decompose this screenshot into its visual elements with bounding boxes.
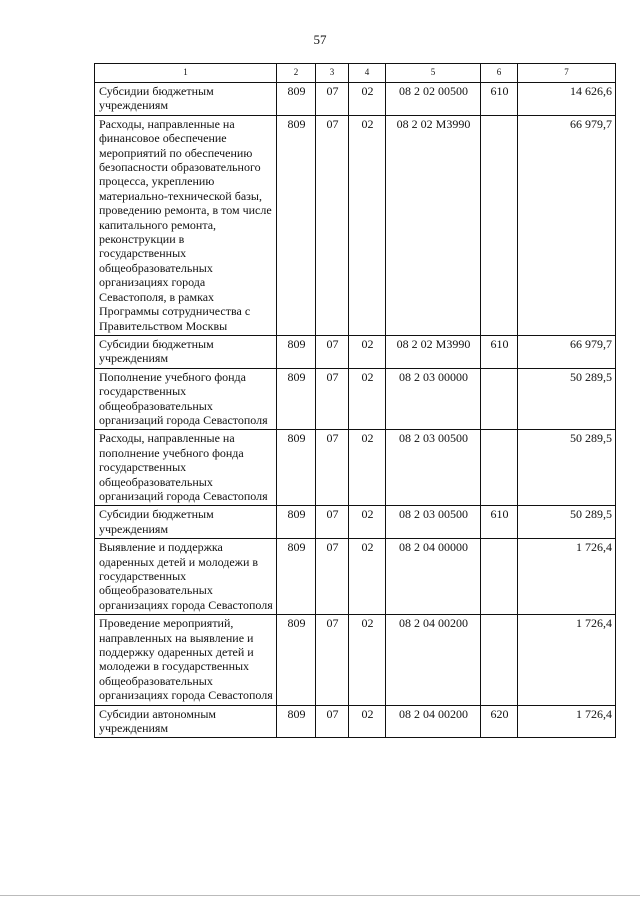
subsection-code: 02	[349, 615, 386, 705]
row-name: Субсидии автономным учреждениям	[95, 705, 277, 738]
table-row	[95, 115, 616, 335]
expense-type-code: 620	[481, 705, 518, 738]
table-row	[95, 335, 616, 368]
row-name: Субсидии бюджетным учреждениям	[95, 83, 277, 116]
amount: 50 289,5	[518, 430, 616, 506]
table-row	[95, 83, 616, 116]
section-code: 07	[316, 506, 349, 539]
amount: 66 979,7	[518, 115, 616, 335]
target-article-code: 08 2 02 М3990	[386, 115, 481, 335]
section-code: 07	[316, 705, 349, 738]
row-name: Субсидии бюджетным учреждениям	[95, 335, 277, 368]
column-header: 3	[316, 64, 349, 83]
amount: 50 289,5	[518, 368, 616, 430]
column-header: 2	[277, 64, 316, 83]
expense-type-code	[481, 115, 518, 335]
row-name: Расходы, направленные на финансовое обеспечение мероприятий по обеспечению безопасности образовательного процесса, укреплению материально-технической базы, проведению ремонта, в том числе капитального ремонта, реконструкции в государственных общеобразовательных организациях города Севастополя, в рамках Программы сотрудничества с Правительством Москвы	[95, 115, 277, 335]
table-row	[95, 615, 616, 705]
expense-type-code	[481, 368, 518, 430]
section-code: 07	[316, 115, 349, 335]
subsection-code: 02	[349, 368, 386, 430]
page-bottom-divider	[0, 895, 640, 896]
subsection-code: 02	[349, 506, 386, 539]
ministry-code: 809	[277, 705, 316, 738]
row-name: Пополнение учебного фонда государственных общеобразовательных организаций города Севастополя	[95, 368, 277, 430]
target-article-code: 08 2 04 00200	[386, 705, 481, 738]
section-code: 07	[316, 539, 349, 615]
expense-type-code: 610	[481, 83, 518, 116]
target-article-code: 08 2 04 00200	[386, 615, 481, 705]
section-code: 07	[316, 430, 349, 506]
subsection-code: 02	[349, 83, 386, 116]
table-row	[95, 705, 616, 738]
expense-type-code	[481, 430, 518, 506]
row-name: Субсидии бюджетным учреждениям	[95, 506, 277, 539]
target-article-code: 08 2 03 00500	[386, 430, 481, 506]
target-article-code: 08 2 02 М3990	[386, 335, 481, 368]
ministry-code: 809	[277, 430, 316, 506]
target-article-code: 08 2 03 00500	[386, 506, 481, 539]
subsection-code: 02	[349, 705, 386, 738]
column-header: 7	[518, 64, 616, 83]
ministry-code: 809	[277, 368, 316, 430]
column-header: 6	[481, 64, 518, 83]
target-article-code: 08 2 04 00000	[386, 539, 481, 615]
subsection-code: 02	[349, 115, 386, 335]
expense-type-code: 610	[481, 335, 518, 368]
table-row	[95, 368, 616, 430]
subsection-code: 02	[349, 335, 386, 368]
column-header: 5	[386, 64, 481, 83]
ministry-code: 809	[277, 83, 316, 116]
expense-type-code	[481, 539, 518, 615]
ministry-code: 809	[277, 115, 316, 335]
target-article-code: 08 2 02 00500	[386, 83, 481, 116]
column-header: 1	[95, 64, 277, 83]
ministry-code: 809	[277, 615, 316, 705]
section-code: 07	[316, 335, 349, 368]
column-header: 4	[349, 64, 386, 83]
subsection-code: 02	[349, 539, 386, 615]
amount: 1 726,4	[518, 615, 616, 705]
amount: 14 626,6	[518, 83, 616, 116]
amount: 1 726,4	[518, 705, 616, 738]
row-name: Проведение мероприятий, направленных на выявление и поддержку одаренных детей и молодежи в государственных общеобразовательных организациях города Севастополя	[95, 615, 277, 705]
budget-table	[94, 63, 616, 738]
section-code: 07	[316, 615, 349, 705]
table-row	[95, 539, 616, 615]
ministry-code: 809	[277, 506, 316, 539]
table-row	[95, 430, 616, 506]
expense-type-code	[481, 615, 518, 705]
ministry-code: 809	[277, 335, 316, 368]
expense-type-code: 610	[481, 506, 518, 539]
amount: 50 289,5	[518, 506, 616, 539]
amount: 66 979,7	[518, 335, 616, 368]
target-article-code: 08 2 03 00000	[386, 368, 481, 430]
row-name: Выявление и поддержка одаренных детей и молодежи в государственных общеобразовательных организациях города Севастополя	[95, 539, 277, 615]
ministry-code: 809	[277, 539, 316, 615]
page-number: 57	[313, 32, 327, 47]
section-code: 07	[316, 368, 349, 430]
table-header-row	[95, 64, 616, 83]
section-code: 07	[316, 83, 349, 116]
amount: 1 726,4	[518, 539, 616, 615]
subsection-code: 02	[349, 430, 386, 506]
row-name: Расходы, направленные на пополнение учебного фонда государственных общеобразовательных организаций города Севастополя	[95, 430, 277, 506]
table-row	[95, 506, 616, 539]
